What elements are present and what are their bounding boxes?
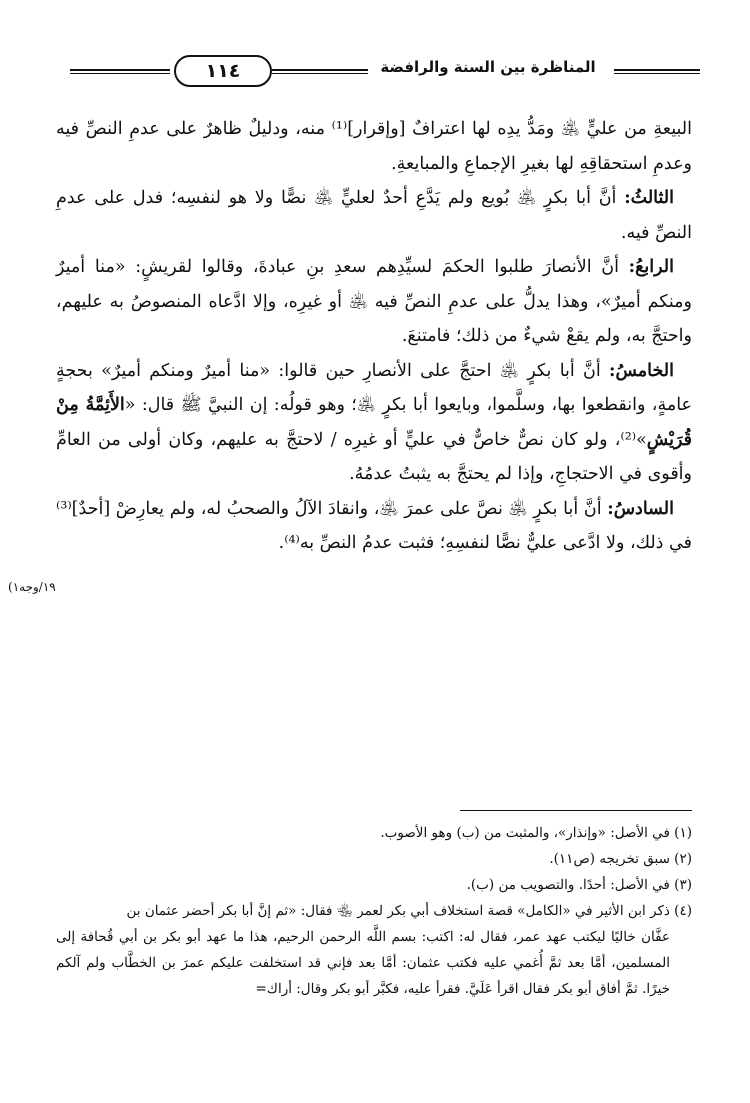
paragraph-sixth-point: [56, 492, 692, 561]
header-rule-left: [70, 69, 170, 74]
point-label: الثالثُ:: [624, 188, 674, 208]
footnote-1: (١) في الأصل: «وإنذار»، والمثبت من (ب) وهو الأصوب.: [380, 825, 692, 841]
page-header: [70, 54, 700, 92]
point-text: »⁽²⁾، ولو كان نصٌّ خاصٌّ في عليٍّ أو غيرِه / لاحتجَّ به عليهم، وكان أولى من العامِّ وأقوى في الاحتجاجِ، وإذا لم يحتجَّ به يثبتُ عدمُهُ.: [56, 429, 692, 484]
footnotes: [56, 820, 692, 1002]
manuscript-folio-note: ١٩/وجه١): [8, 580, 56, 594]
footnote-separator: [460, 810, 692, 811]
point-label: الخامسُ:: [609, 360, 674, 381]
point-label: الرابعُ:: [628, 257, 674, 277]
main-text: [56, 112, 692, 561]
header-rule-right: [614, 69, 700, 74]
paragraph-fifth-point: [56, 354, 692, 492]
footnote-4: (٤) ذكر ابن الأثير في «الكامل» قصة استخلاف أبي بكر لعمر ﵄ فقال: «ثم إنَّ أبا بكر أحضر عثمان بن: [126, 903, 692, 919]
paragraph-third-point: [56, 181, 692, 250]
footnote-4-continuation: عفَّان خاليًا ليكتب عهد عمر، فقال له: اكتب: بسم اللَّه الرحمن الرحيم، هذا ما عهد أبو بكر بن أبي قُحافة إلى المسلمين، أمَّا بعد ثمَّ أُغمي عليه فكتب عثمان: أمَّا بعد فإني قد استخلفت عليكم عمرَ بن الخطَّاب ولم آلكم خيرًا. ثمَّ أفاق أبو بكر فقال اقرأ عَلَيَّ. فقرأ عليه، فكبَّر أبو بكر وقال: أراك=: [56, 929, 670, 997]
footnote-2: (٢) سبق تخريجه (ص١١).: [549, 851, 692, 867]
footnote-3: (٣) في الأصل: أحدًا. والتصويب من (ب).: [466, 877, 692, 893]
point-text: أنَّ أبا بكرٍ ﵁ احتجَّ على الأنصارِ حين قالوا: «منا أميرٌ ومنكم أميرٌ» بحجةٍ عامةٍ، وانقطعوا بها، وسلَّموا، وبايعوا أبا بكرٍ ﵁؛ وهو قولُه: إن النبيَّ ﷺ قال: «: [56, 360, 692, 415]
point-text: أنَّ أبا بكرٍ ﵁ نصَّ على عمرَ ﵁، وانقادَ الآلُ والصحبُ له، ولم يعارِضْ [أحدٌ]⁽³⁾ في ذلك، ولا ادَّعى عليٌّ نصًّا لنفسِهِ؛ فثبت عدمُ النصِّ به⁽⁴⁾.: [56, 498, 692, 553]
paragraph-continuation: البيعةِ من عليٍّ ﵁ ومَدُّ يدِه لها اعترافٌ [وإقرار]⁽¹⁾ منه، ودليلٌ ظاهرٌ على عدمِ النصِّ فيه وعدمِ استحقاقِهِ لها بغيرِ الإجماعِ والمبايعةِ.: [56, 119, 692, 174]
point-text: أنَّ أبا بكرٍ ﵁ بُويع ولم يَدَّعِ أحدٌ لعليٍّ ﵁ نصًّا ولا هو لنفسِه؛ فدل على عدمِ النصِّ فيه.: [56, 188, 692, 243]
point-text: أنَّ الأنصارَ طلبوا الحكمَ لسيِّدِهم سعدِ بنِ عبادةَ، وقالوا لقريشٍ: «منا أميرٌ ومنكم أميرٌ»، وهذا يدلُّ على عدمِ النصِّ فيه ﵁ أو غيرِه، وإلا ادَّعاه المنصوصُ به عليهم، واحتجَّ به، ولم يقعْ شيءٌ من ذلك؛ فامتنعَ.: [56, 257, 692, 346]
running-title: المناظرة بين السنة والرافضة: [380, 58, 596, 76]
point-label: السادسُ:: [607, 498, 674, 519]
hadith-quote: الأَئِمَّةُ مِنْ قُرَيْشٍ: [56, 395, 692, 450]
header-rule-middle: [272, 69, 368, 74]
page-number-badge: ١١٤: [174, 55, 272, 87]
paragraph-fourth-point: [56, 250, 692, 354]
